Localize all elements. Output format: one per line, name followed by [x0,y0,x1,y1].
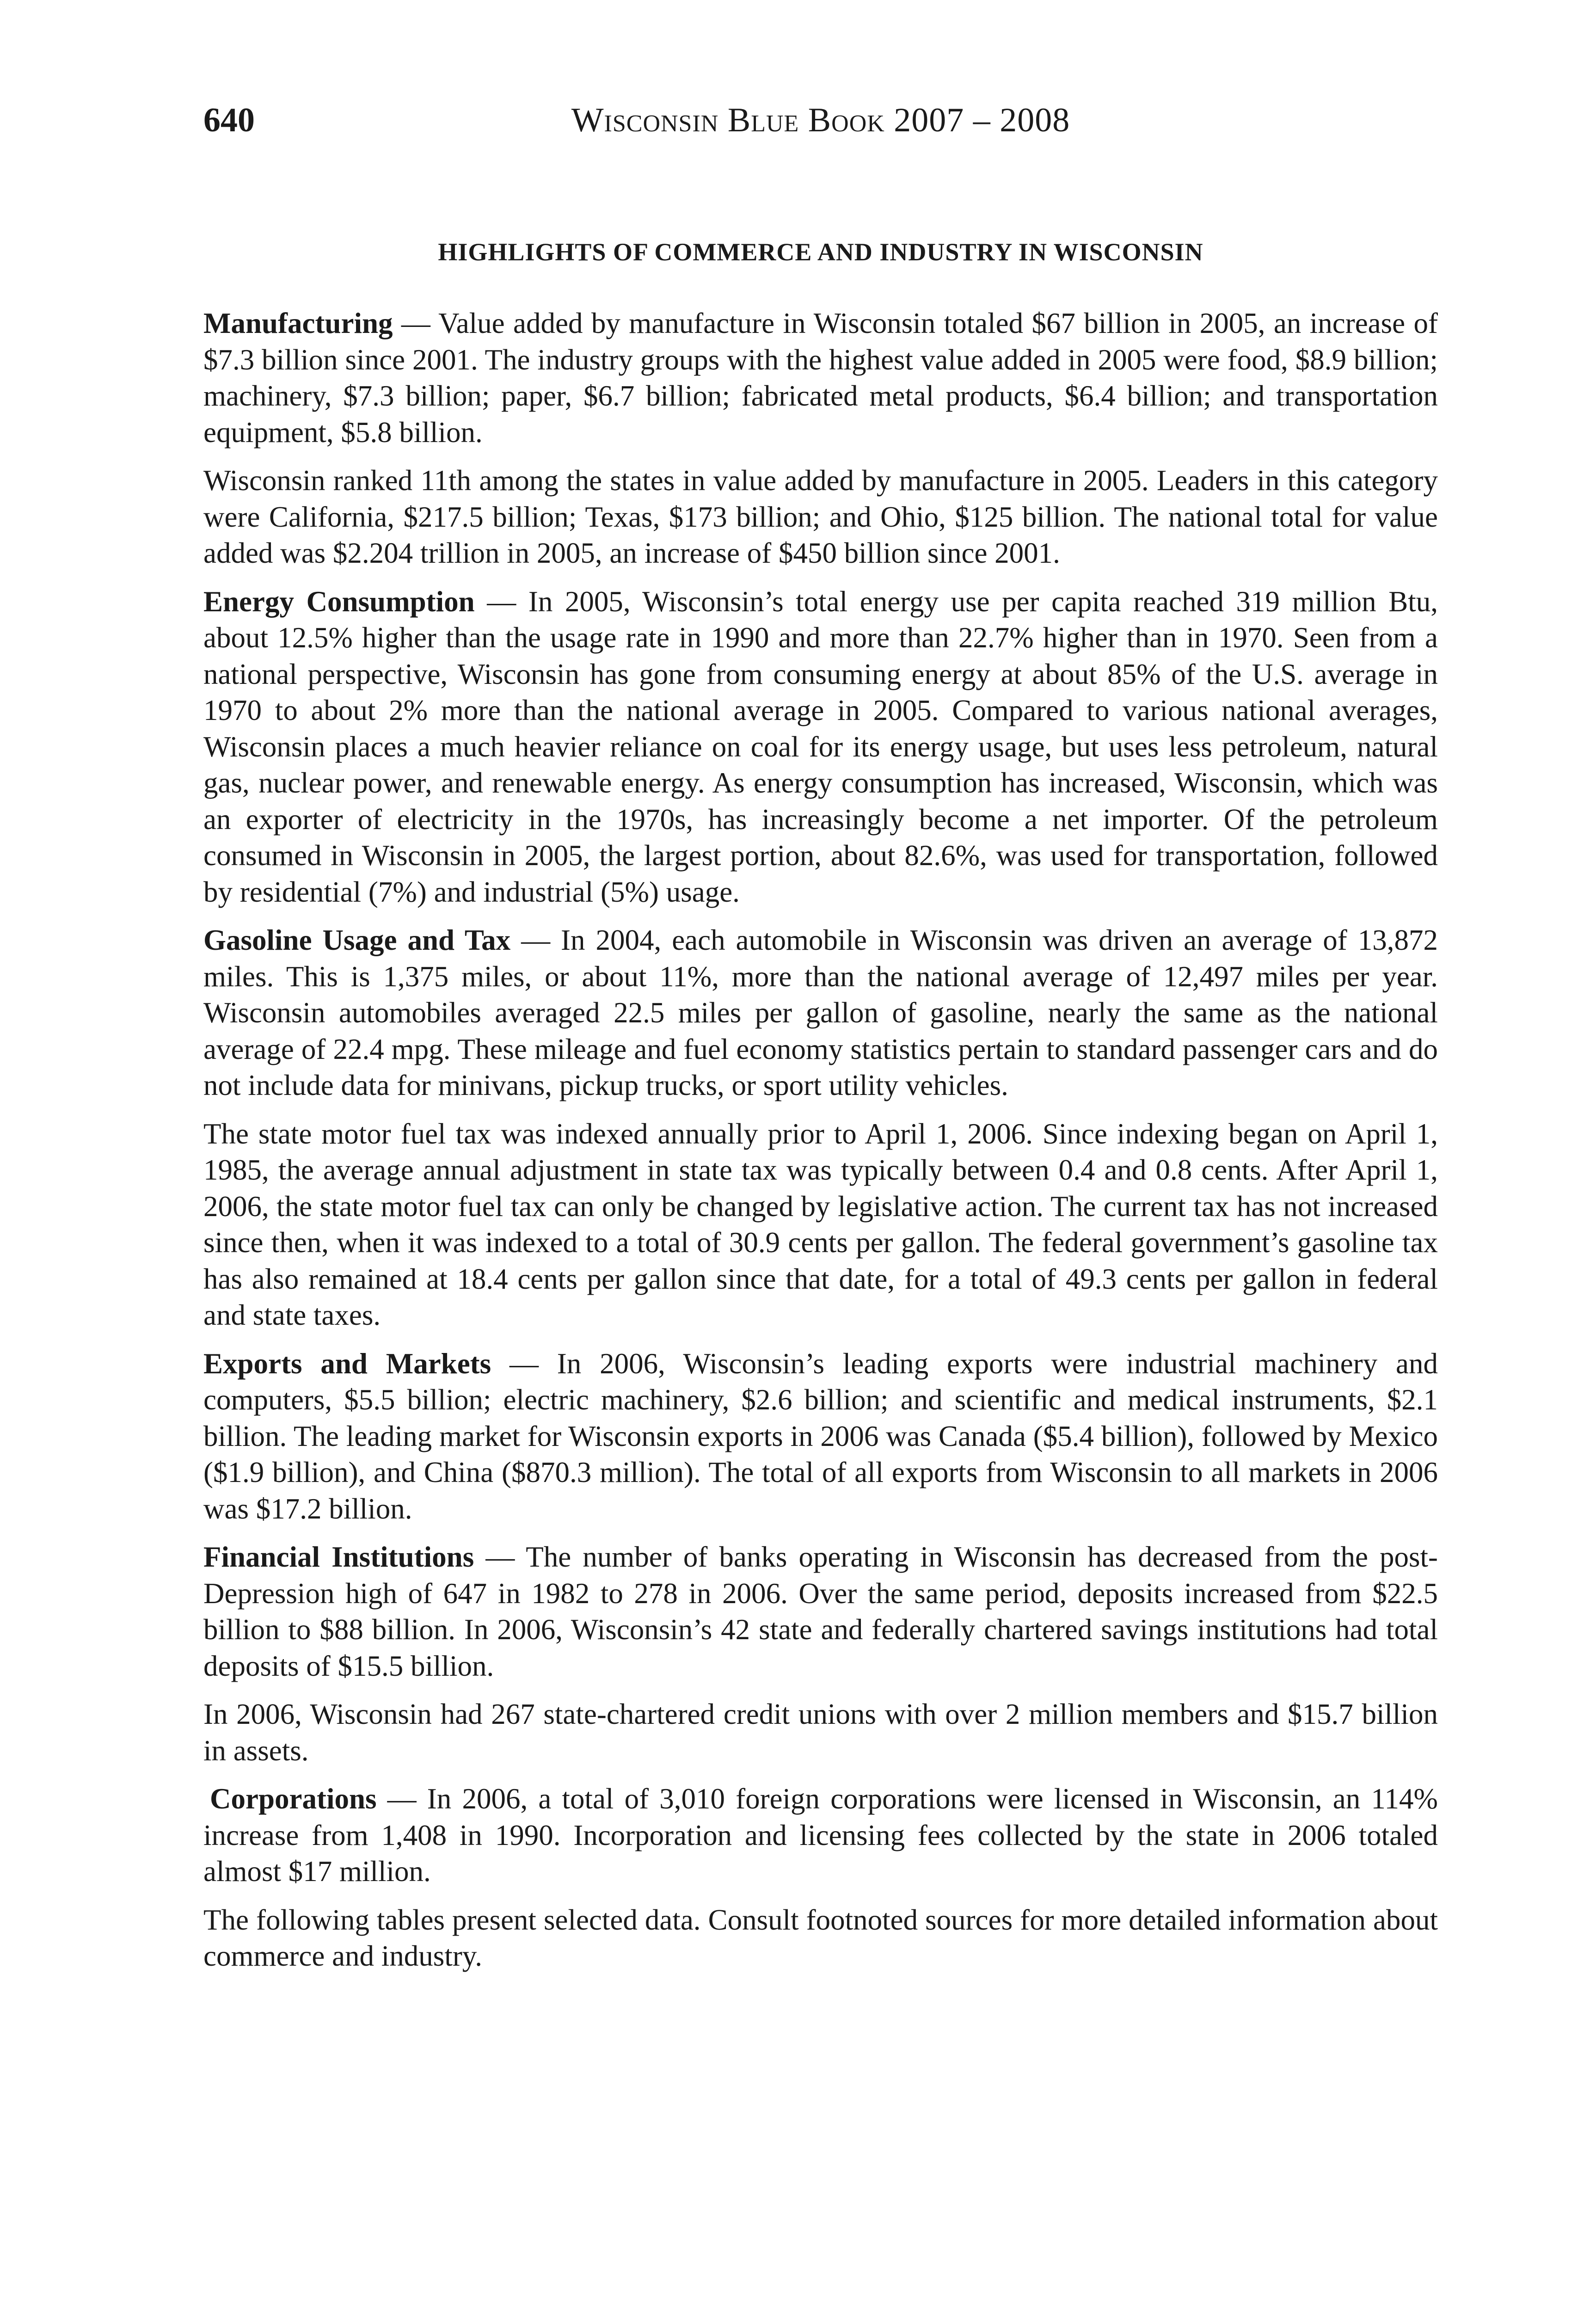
running-head: Wisconsin Blue Book 2007 – 2008 [571,101,1070,139]
paragraph-lead: Corporations [210,1783,377,1815]
paragraph-text: The following tables present selected data. Consult footnoted sources for more detailed information about commerce and industry. [203,1903,1438,1972]
paragraph-manufacturing [203,305,1438,450]
paragraph-energy-consumption [203,584,1438,910]
paragraph-text: The state motor fuel tax was indexed annually prior to April 1, 2006. Since indexing began on April 1, 1985, the average annual adjustment in state tax was typically between 0.4 and 0.8 cents. After April 1, 2006, the state motor fuel tax can only be changed by legislative action. The current tax has not increased since then, when it was indexed to a total of 30.9 cents per gallon. The federal government’s gasoline tax has also remained at 18.4 cents per gallon since that date, for a total of 49.3 cents per gallon in federal and state taxes. [203,1117,1438,1331]
paragraph-text: In 2006, Wisconsin had 267 state-chartered credit unions with over 2 million members and $15.7 billion in assets. [203,1698,1438,1767]
paragraph-lead: Energy Consumption [203,585,475,618]
paragraph-corporations [203,1781,1438,1890]
page-number: 640 [203,101,255,139]
paragraph-credit-unions [203,1696,1438,1769]
section-title: HIGHLIGHTS OF COMMERCE AND INDUSTRY IN WISCONSIN [438,238,1203,266]
paragraph-text: — The number of banks operating in Wisconsin has decreased from the post-Depression high of 647 in 1982 to 278 in 2006. Over the same period, deposits increased from $22.5 billion to $88 billion. In 2006, Wisconsin’s 42 state and federally chartered savings institutions had total deposits of $15.5 billion. [203,1541,1438,1682]
paragraph-text: — Value added by manufacture in Wisconsin totaled $67 billion in 2005, an increase of $7.3 billion since 2001. The industry groups with the highest value added in 2005 were food, $8.9 billion; machinery, $7.3 billion; paper, $6.7 billion; fabricated metal products, $6.4 billion; and transportation equipment, $5.8 billion. [203,307,1438,449]
paragraph-lead: Gasoline Usage and Tax [203,924,511,956]
paragraph-lead: Financial Institutions [203,1541,474,1573]
paragraph-text: — In 2005, Wisconsin’s total energy use per capita reached 319 million Btu, about 12.5% higher than the usage rate in 1990 and more than 22.7% higher than in 1970. Seen from a national perspective, Wisconsin has gone from consuming energy at about 85% of the U.S. average in 1970 to about 2% more than the national average in 2005. Compared to various national averages, Wisconsin places a much heavier reliance on coal for its energy usage, but uses less petroleum, natural gas, nuclear power, and renewable energy. As energy consumption has increased, Wisconsin, which was an exporter of electricity in the 1970s, has increasingly become a net importer. Of the petroleum consumed in Wisconsin in 2005, the largest portion, about 82.6%, was used for transportation, followed by residential (7%) and industrial (5%) usage. [203,585,1438,908]
paragraph-text: — In 2006, Wisconsin’s leading exports were industrial machinery and computers, $5.5 billion; electric machinery, $2.6 billion; and scientific and medical instruments, $2.1 billion. The leading market for Wisconsin exports in 2006 was Canada ($5.4 billion), followed by Mexico ($1.9 billion), and China ($870.3 million). The total of all exports from Wisconsin to all markets in 2006 was $17.2 billion. [203,1347,1438,1525]
paragraph-manufacturing-rank [203,462,1438,572]
paragraph-financial-institutions [203,1539,1438,1684]
paragraph-tables-note [203,1902,1438,1974]
paragraph-text: — In 2004, each automobile in Wisconsin was driven an average of 13,872 miles. This is 1,375 miles, or about 11%, more than the national average of 12,497 miles per year. Wisconsin automobiles averaged 22.5 miles per gallon of gasoline, nearly the same as the national average of 22.4 mpg. These mileage and fuel economy statistics pertain to standard passenger cars and do not include data for minivans, pickup trucks, or sport utility vehicles. [203,924,1438,1101]
page-header [203,92,1438,148]
paragraph-lead: Manufacturing [203,307,393,339]
paragraph-text: — In 2006, a total of 3,010 foreign corporations were licensed in Wisconsin, an 114% increase from 1,408 in 1990. Incorporation and licensing fees collected by the state in 2006 totaled almost $17 million. [203,1783,1438,1888]
paragraph-lead: Exports and Markets [203,1347,491,1380]
paragraph-gasoline-usage [203,922,1438,1104]
paragraph-motor-fuel-tax [203,1116,1438,1334]
body-text [203,305,1438,1986]
paragraph-exports-markets [203,1346,1438,1527]
paragraph-text: Wisconsin ranked 11th among the states in value added by manufacture in 2005. Leaders in this category were California, $217.5 billion; Texas, $173 billion; and Ohio, $125 billion. The national total for value added was $2.204 trillion in 2005, an increase of $450 billion since 2001. [203,464,1438,569]
